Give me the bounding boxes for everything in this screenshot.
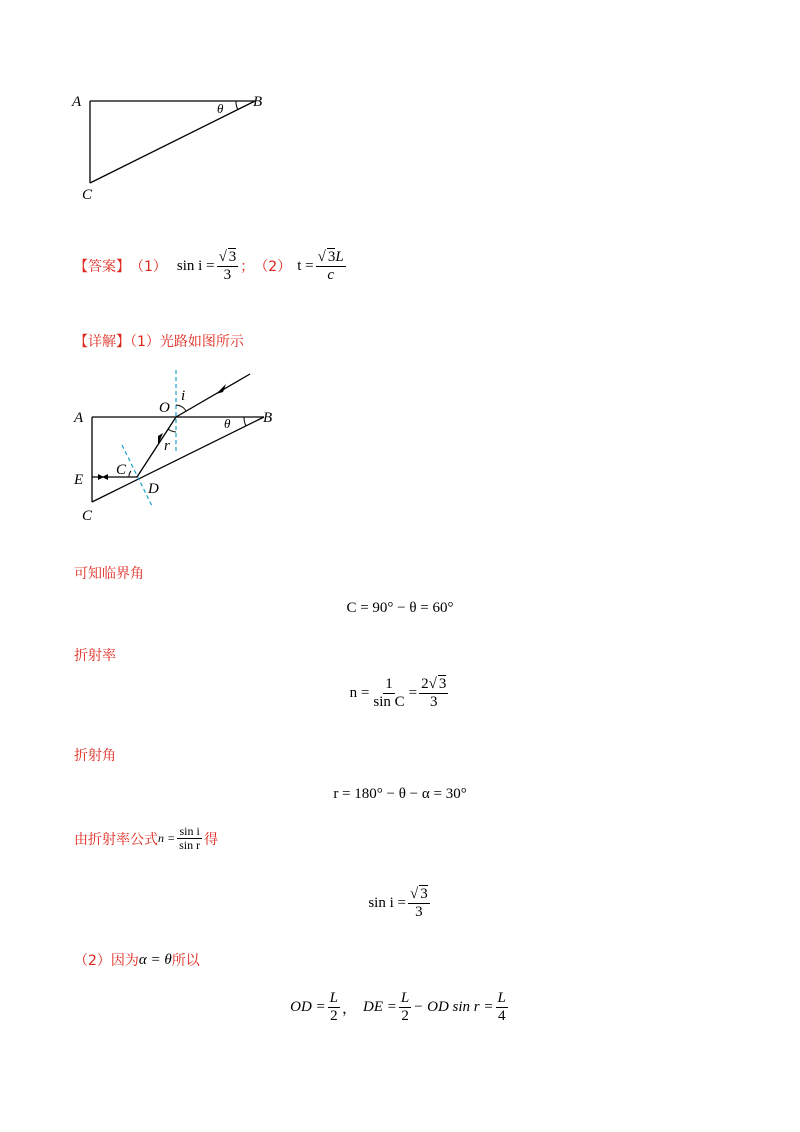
label-d: D <box>148 481 159 497</box>
refraction-angle-equation: r = 180° − θ − α = 30° <box>333 786 467 802</box>
part2-line <box>74 950 200 970</box>
answer-part2-fraction: $\frac{√ 3L}{c}$ <box>317 248 344 283</box>
angle-i-arc <box>176 405 186 411</box>
sin-lhs: sin i = <box>368 895 406 911</box>
refractive-index-label: 折射率 <box>74 648 116 664</box>
label-c-corner: C <box>82 508 93 524</box>
de-den: 2 <box>401 1008 409 1024</box>
answer-part1-fraction: $\frac{√ 3}{3}$ <box>218 248 237 283</box>
index-fraction <box>371 676 406 711</box>
answer-part2-num-var: L <box>335 248 344 265</box>
label-e: E <box>74 472 84 488</box>
detail-line <box>74 331 244 351</box>
index-num2-coef: 2 <box>421 676 429 692</box>
sin-num: 3 <box>420 886 428 902</box>
arrow-at-e <box>98 474 104 480</box>
label-r: r <box>164 438 170 454</box>
critical-angle-equation: C = 90° − θ = 60° <box>346 600 454 616</box>
label-o: O <box>159 400 170 416</box>
side-bc <box>92 417 264 502</box>
answer-part1-label: （1） <box>130 259 167 275</box>
label-c: C <box>82 187 93 203</box>
angle-c-arc <box>129 471 131 477</box>
label-b: B <box>263 410 273 426</box>
index-den2: 3 <box>429 694 438 710</box>
answer-part1-lhs: sin i = <box>176 257 215 274</box>
refracted-ray <box>137 417 176 477</box>
label-a: A <box>72 94 82 110</box>
answer-line <box>74 246 348 286</box>
side-bc <box>90 101 255 183</box>
answer-part2-lhs: t = <box>297 257 314 274</box>
formula-fraction <box>177 825 202 852</box>
de-fraction <box>399 990 411 1025</box>
formula-line <box>74 825 218 852</box>
theta-arc <box>236 101 238 110</box>
de-lhs: DE = <box>363 999 397 1015</box>
triangle-figure-1 <box>60 85 290 210</box>
od-comma: ， <box>342 1001 358 1017</box>
part2-condition: α = θ <box>138 951 172 968</box>
od-lhs: OD = <box>290 999 326 1015</box>
incident-ray <box>176 374 250 417</box>
index-num2-sqrt: 3 <box>438 676 447 692</box>
sin-fraction: $\frac{√ 3}{3}$ <box>409 886 428 920</box>
light-path-figure <box>60 360 300 525</box>
refraction-angle-label: 折射角 <box>74 748 116 764</box>
formula-den: sin r <box>179 838 201 852</box>
answer-part2-num-sqrt: 3 <box>327 248 336 265</box>
sin-i-equation <box>0 886 800 921</box>
answer-part1-num: 3 <box>228 248 237 265</box>
detail-text: （1）光路如图所示 <box>130 334 244 350</box>
label-a: A <box>74 410 84 426</box>
label-i: i <box>181 388 186 404</box>
label-theta: θ <box>217 101 224 116</box>
theta-arc <box>244 417 246 426</box>
label-c-angle: C <box>116 462 127 478</box>
index-den: sin C <box>373 694 405 710</box>
label-b: B <box>253 94 263 110</box>
answer-separator: ； <box>240 259 255 275</box>
de-den2: 4 <box>497 1008 506 1024</box>
index-fraction-2: $\frac{2√ 3}{3}$ <box>421 676 447 710</box>
detail-tag: 【详解】 <box>74 334 130 350</box>
answer-tag: 【答案】 <box>74 259 130 275</box>
de-num2: L <box>497 990 506 1006</box>
formula-label-post: 得 <box>204 831 219 848</box>
formula-num: sin i <box>179 824 200 838</box>
answer-part2-label: （2） <box>254 259 292 275</box>
od-den: 2 <box>330 1008 338 1024</box>
de-fraction-2 <box>496 990 508 1025</box>
refractive-index-equation <box>0 676 800 711</box>
formula-label-pre: 由折射率公式 <box>74 831 158 848</box>
sin-den: 3 <box>415 904 423 920</box>
formula-lhs: n = <box>158 831 176 845</box>
de-num: L <box>400 990 410 1006</box>
part2-label-post: 所以 <box>171 953 200 969</box>
answer-part2-den: c <box>327 266 334 283</box>
answer-part1-den: 3 <box>223 266 232 283</box>
label-theta: θ <box>224 416 231 431</box>
critical-angle-label: 可知临界角 <box>74 566 144 582</box>
angle-r-arc <box>168 429 176 432</box>
index-lhs: n = <box>349 685 370 701</box>
od-de-equation <box>0 990 800 1025</box>
od-num: L <box>329 990 339 1006</box>
index-eq2: = <box>408 685 418 701</box>
part2-label-pre: （2）因为 <box>74 953 139 969</box>
od-fraction <box>328 990 340 1025</box>
de-mid: − OD sin r = <box>413 999 494 1015</box>
index-num: 1 <box>385 676 393 692</box>
